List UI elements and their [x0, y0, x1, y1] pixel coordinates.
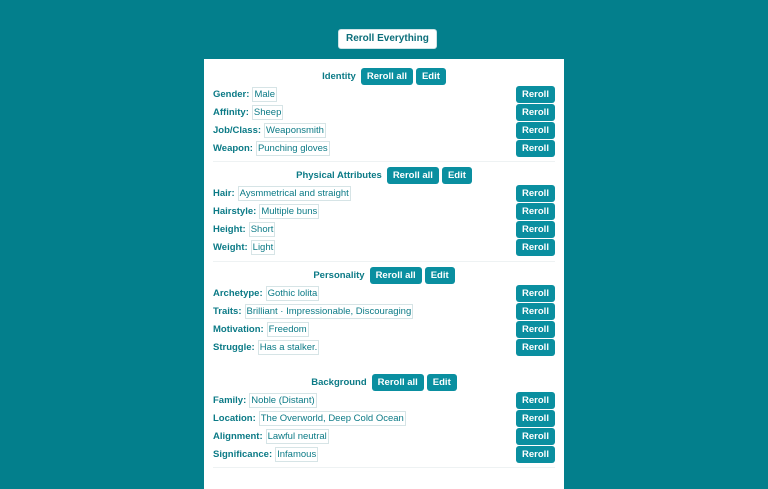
field-label: Family: — [213, 394, 247, 406]
section-background — [213, 373, 555, 463]
field-row-family — [213, 391, 555, 409]
section-header — [213, 67, 555, 85]
reroll-all-button[interactable]: Reroll all — [387, 167, 439, 184]
field-label: Affinity: — [213, 106, 249, 118]
reroll-button[interactable]: Reroll — [516, 285, 555, 302]
field-row-weight — [213, 238, 555, 256]
field-value: Infamous — [277, 448, 317, 460]
section-divider — [213, 161, 555, 162]
field-value: Noble (Distant) — [251, 394, 315, 406]
field-label: Location: — [213, 412, 256, 424]
reroll-all-button[interactable]: Reroll all — [372, 374, 424, 391]
section-personality — [213, 266, 555, 356]
field-label: Job/Class: — [213, 124, 262, 136]
reroll-button[interactable]: Reroll — [516, 321, 555, 338]
field-label: Weapon: — [213, 142, 253, 154]
field-row-significance — [213, 445, 555, 463]
reroll-all-button[interactable]: Reroll all — [361, 68, 413, 85]
field-row-height — [213, 220, 555, 238]
field-label: Height: — [213, 223, 246, 235]
edit-button[interactable]: Edit — [416, 68, 446, 85]
section-title: Physical Attributes — [296, 169, 382, 181]
character-panel — [204, 59, 564, 489]
section-header — [213, 373, 555, 391]
reroll-button[interactable]: Reroll — [516, 410, 555, 427]
reroll-button[interactable]: Reroll — [516, 122, 555, 139]
reroll-button[interactable]: Reroll — [516, 446, 555, 463]
field-row-job-class — [213, 121, 555, 139]
reroll-button[interactable]: Reroll — [516, 221, 555, 238]
field-row-weapon — [213, 139, 555, 157]
edit-button[interactable]: Edit — [442, 167, 472, 184]
reroll-button[interactable]: Reroll — [516, 239, 555, 256]
field-value: Male — [254, 88, 276, 100]
section-title: Personality — [313, 269, 365, 281]
field-row-hairstyle — [213, 202, 555, 220]
reroll-button[interactable]: Reroll — [516, 104, 555, 121]
field-label: Alignment: — [213, 430, 263, 442]
section-identity — [213, 67, 555, 157]
reroll-button[interactable]: Reroll — [516, 185, 555, 202]
edit-button[interactable]: Edit — [427, 374, 457, 391]
field-value: Punching gloves — [257, 142, 328, 154]
field-value: Sheep — [253, 106, 282, 118]
section-title: Background — [311, 376, 367, 388]
field-row-traits — [213, 302, 555, 320]
reroll-button[interactable]: Reroll — [516, 428, 555, 445]
field-row-motivation — [213, 320, 555, 338]
field-value: Multiple buns — [261, 205, 318, 217]
edit-button[interactable]: Edit — [425, 267, 455, 284]
field-label: Motivation: — [213, 323, 264, 335]
section-divider — [213, 467, 555, 468]
field-value: Freedom — [268, 323, 307, 335]
section-physical-attributes — [213, 166, 555, 256]
field-row-affinity — [213, 103, 555, 121]
reroll-button[interactable]: Reroll — [516, 339, 555, 356]
field-label: Archetype: — [213, 287, 263, 299]
field-row-gender — [213, 85, 555, 103]
reroll-button[interactable]: Reroll — [516, 303, 555, 320]
field-row-location — [213, 409, 555, 427]
field-value: Short — [250, 223, 274, 235]
field-value: Aysmmetrical and straight — [239, 187, 349, 199]
field-value: Lawful neutral — [267, 430, 327, 442]
field-value: Has a stalker. — [259, 341, 318, 353]
reroll-button[interactable]: Reroll — [516, 203, 555, 220]
reroll-button[interactable]: Reroll — [516, 392, 555, 409]
field-row-alignment — [213, 427, 555, 445]
field-row-archetype — [213, 284, 555, 302]
field-value: Weaponsmith — [266, 124, 324, 136]
field-label: Struggle: — [213, 341, 255, 353]
field-label: Traits: — [213, 305, 242, 317]
reroll-all-button[interactable]: Reroll all — [370, 267, 422, 284]
field-value: Gothic lolita — [267, 287, 318, 299]
section-header — [213, 266, 555, 284]
reroll-button[interactable]: Reroll — [516, 140, 555, 157]
field-row-struggle — [213, 338, 555, 356]
field-label: Significance: — [213, 448, 273, 460]
field-label: Weight: — [213, 241, 248, 253]
section-title: Identity — [322, 70, 356, 82]
reroll-everything-button[interactable]: Reroll Everything — [338, 29, 437, 49]
field-value: Light — [252, 241, 274, 253]
field-value: The Overworld, Deep Cold Ocean — [260, 412, 404, 424]
field-label: Gender: — [213, 88, 250, 100]
section-divider — [213, 261, 555, 262]
field-label: Hairstyle: — [213, 205, 257, 217]
field-row-hair — [213, 184, 555, 202]
field-label: Hair: — [213, 187, 235, 199]
field-value: Brilliant · Impressionable, Discouraging — [246, 305, 412, 317]
section-header — [213, 166, 555, 184]
reroll-button[interactable]: Reroll — [516, 86, 555, 103]
